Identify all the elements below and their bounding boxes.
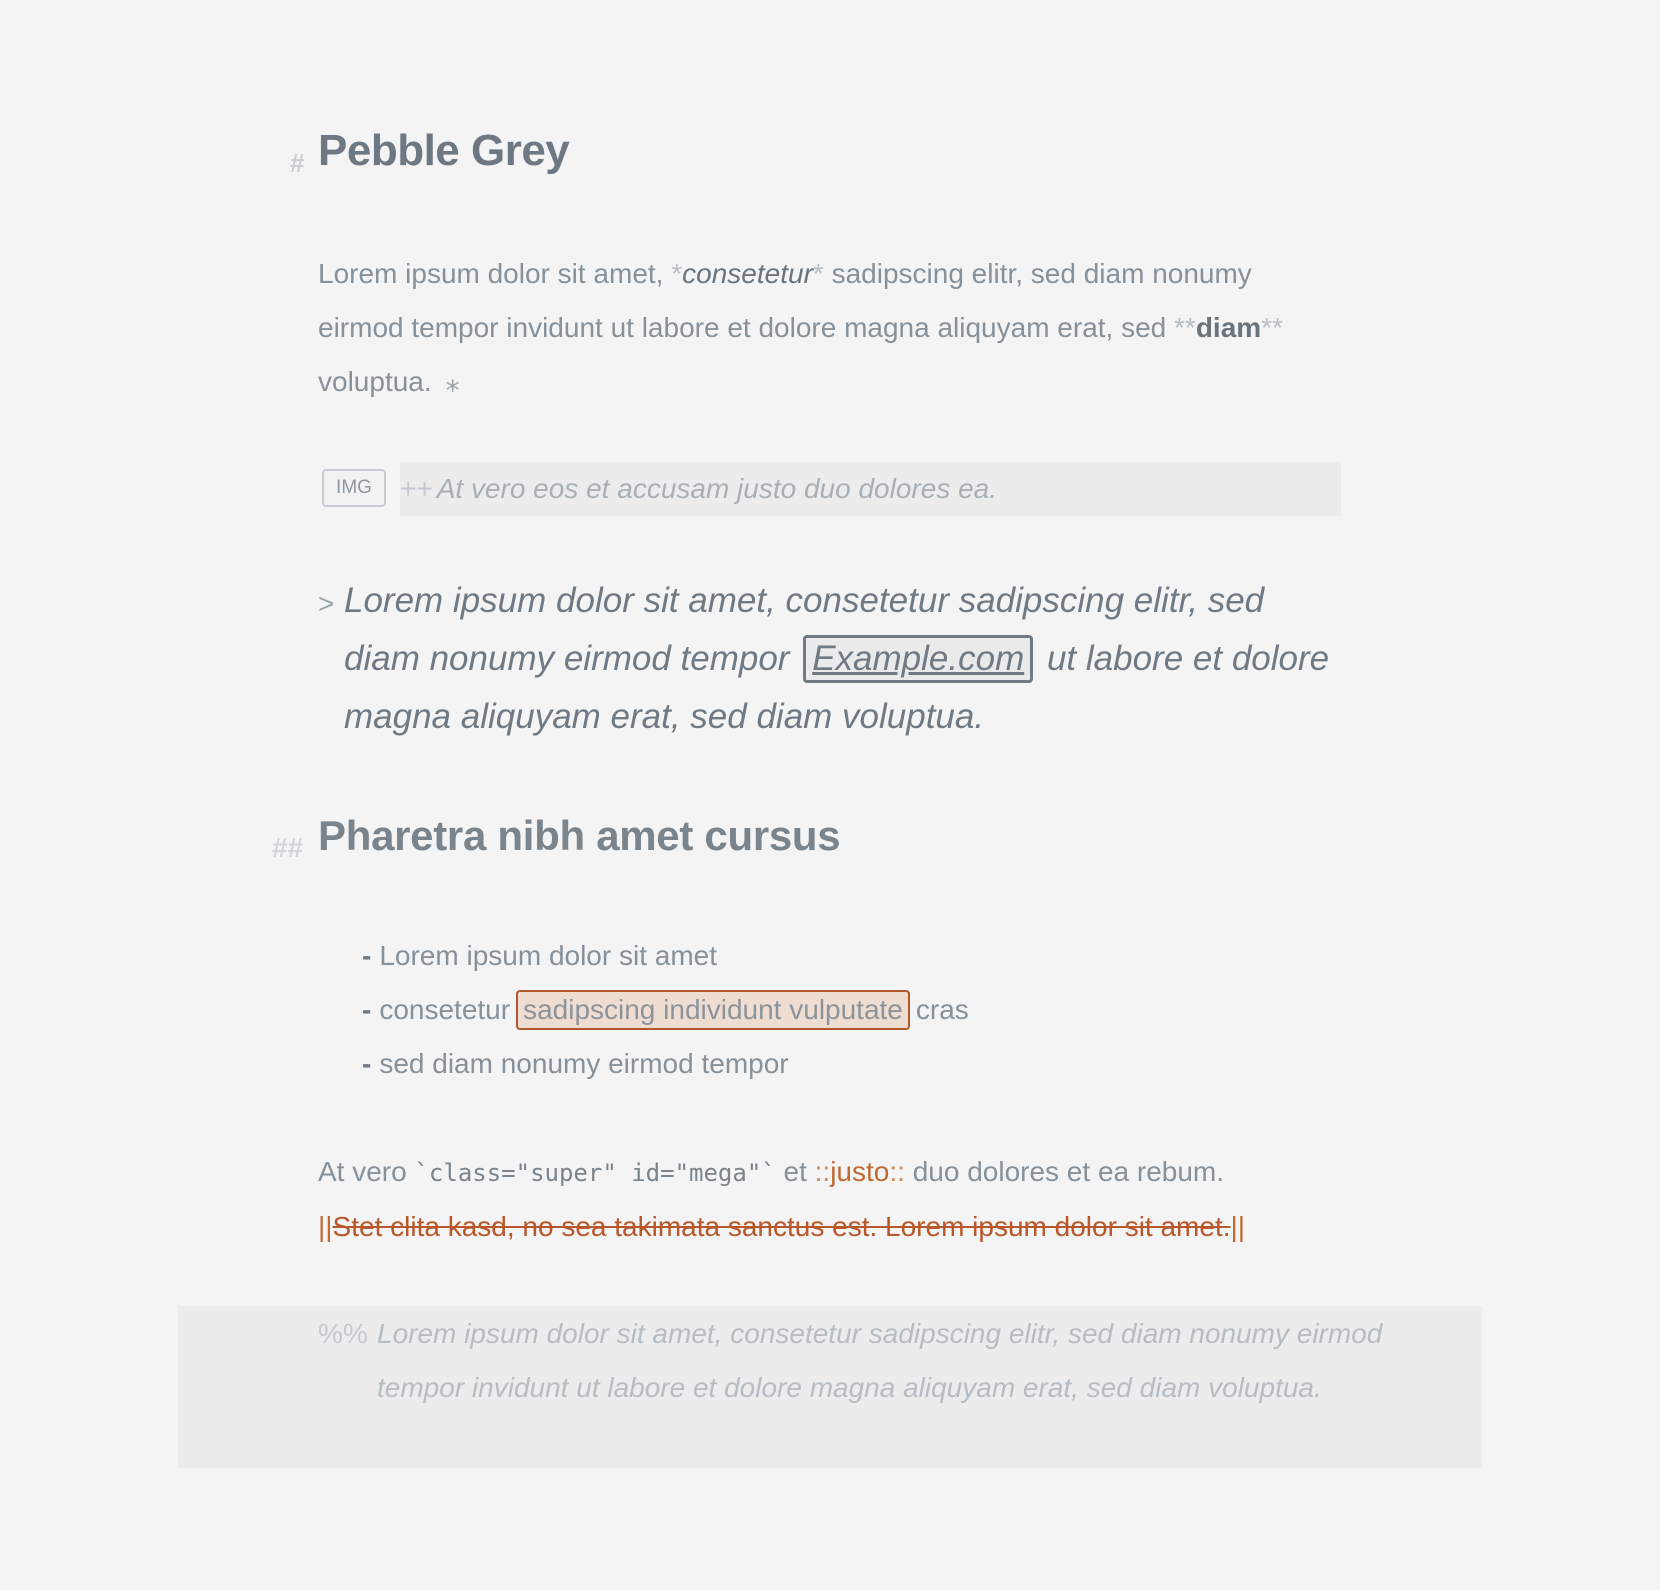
list-bullet: - <box>362 994 372 1025</box>
paragraph-2-line-2 <box>318 1200 1348 1254</box>
paragraph-1-text-b: sadipscing elitr, sed diam nonumy eirmod tempor invidunt ut labore et dolore magna aliquyam erat, sed <box>318 258 1252 343</box>
inline-code: `class="super" id="mega"` <box>414 1159 776 1187</box>
paragraph-2[interactable] <box>318 1145 1348 1254</box>
mark-open-marker: :: <box>814 1156 831 1187</box>
image-caption-text: At vero eos et accusam justo duo dolores ea. <box>436 473 998 504</box>
paragraph-2-line-1 <box>318 1145 1348 1200</box>
list-item[interactable] <box>362 983 969 1037</box>
marked-text: justo <box>830 1156 890 1187</box>
strikethrough-text: Stet clita kasd, no sea takimata sanctus est. Lorem ipsum dolor sit amet. <box>332 1211 1231 1242</box>
emphasis-text: consetetur <box>682 258 813 289</box>
comment-block[interactable] <box>318 1307 1417 1415</box>
mark-close-marker: :: <box>889 1156 905 1187</box>
list-item[interactable] <box>362 929 969 983</box>
image-caption-marker: ++ <box>400 473 433 504</box>
paragraph-2-text-a: At vero <box>318 1156 415 1187</box>
bullet-list[interactable] <box>362 929 969 1091</box>
heading-1-marker: # <box>290 148 305 178</box>
list-bullet: - <box>362 940 372 971</box>
list-item-text: cras <box>915 994 969 1025</box>
comment-text: Lorem ipsum dolor sit amet, consetetur sadipscing elitr, sed diam nonumy eirmod tempor invidunt ut labore et dolore magna aliquyam erat, sed diam voluptua. <box>377 1318 1383 1403</box>
paragraph-2-text-c: duo dolores et ea rebum. <box>904 1156 1225 1187</box>
paragraph-1-text-c: voluptua. <box>318 366 432 397</box>
emphasis-open-marker: * <box>671 258 683 289</box>
example-link-text: Example.com <box>812 639 1025 678</box>
blockquote[interactable] <box>344 572 1344 746</box>
emphasis-close-marker: * <box>812 258 824 289</box>
list-item-text: sed diam nonumy eirmod tempor <box>379 1048 789 1079</box>
strike-open-marker: || <box>318 1211 333 1242</box>
strong-close-marker: ** <box>1261 312 1283 343</box>
heading-1-text: Pebble Grey <box>318 126 570 175</box>
asterism-icon: ⁎ <box>445 366 460 397</box>
blockquote-text-a: Lorem ipsum dolor sit amet, consetetur sadipscing elitr, sed diam nonumy eirmod tempor <box>344 581 1265 678</box>
heading-2-marker: ## <box>272 832 304 863</box>
example-link[interactable] <box>803 635 1033 683</box>
paragraph-1-text-a: Lorem ipsum dolor sit amet, <box>318 258 672 289</box>
blockquote-text-b: ut labore et dolore magna aliquyam erat, sed diam voluptua. <box>344 639 1330 736</box>
blockquote-marker: > <box>318 588 335 619</box>
list-item-text: Lorem ipsum dolor sit amet <box>379 940 718 971</box>
comment-marker: %% <box>318 1318 368 1349</box>
highlighted-text[interactable]: sadipscing individunt vulputate <box>516 990 910 1030</box>
image-caption[interactable] <box>400 462 1341 516</box>
heading-2-text: Pharetra nibh amet cursus <box>318 812 841 859</box>
list-item-text: consetetur <box>379 994 511 1025</box>
list-bullet: - <box>362 1048 372 1079</box>
list-item[interactable] <box>362 1037 969 1091</box>
paragraph-1[interactable] <box>318 247 1338 409</box>
image-badge[interactable]: IMG <box>322 469 386 507</box>
strike-close-marker: || <box>1230 1211 1246 1242</box>
strong-text: diam <box>1195 312 1262 343</box>
paragraph-2-text-b: et <box>775 1156 815 1187</box>
strong-open-marker: ** <box>1174 312 1196 343</box>
